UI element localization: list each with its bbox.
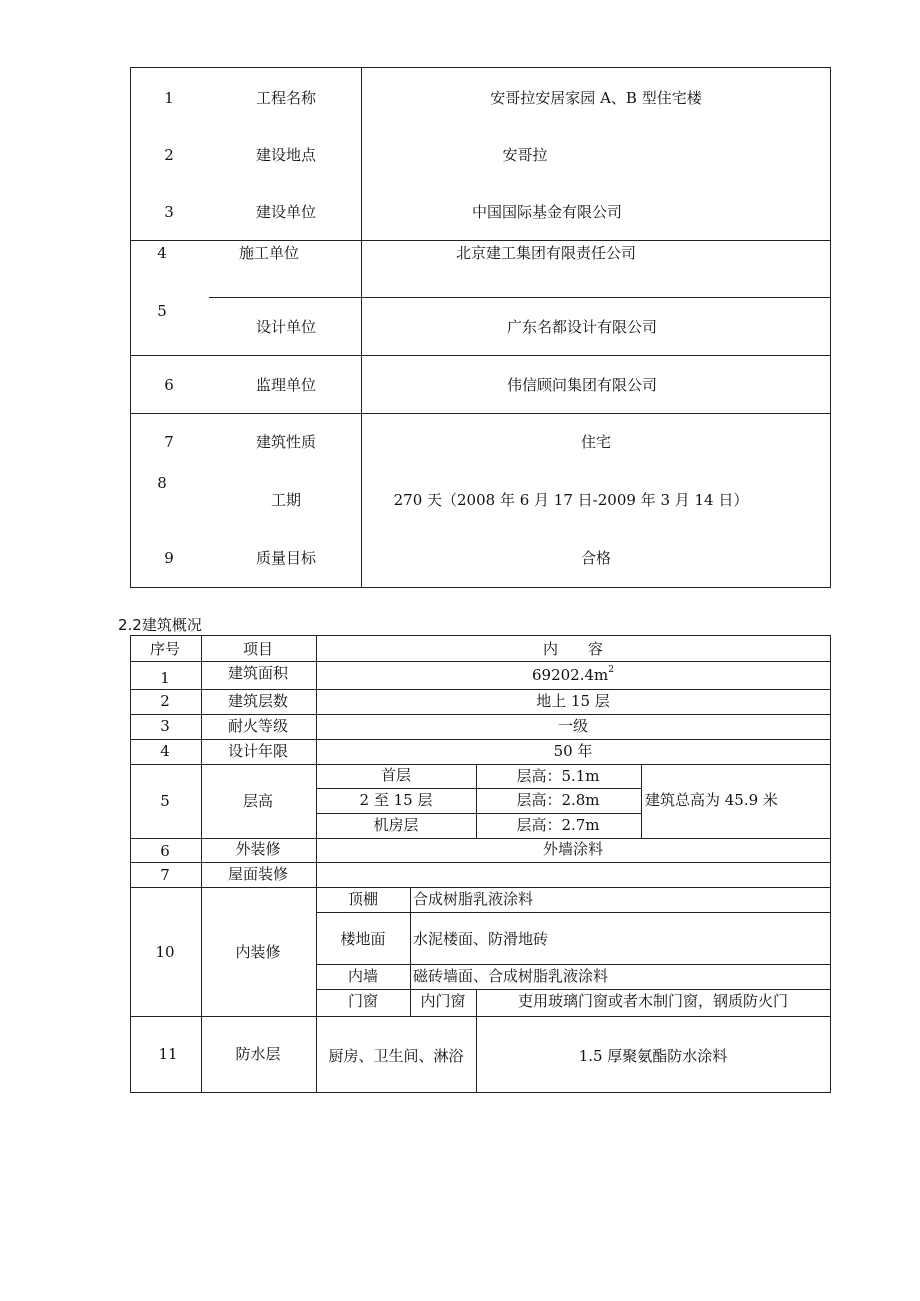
sub-item-label: 内墙 — [347, 967, 379, 985]
field-label: 质量目标 — [255, 549, 317, 567]
row-number: 2 — [164, 146, 174, 164]
item-label: 设计年限 — [227, 742, 289, 760]
item-label: 防水层 — [235, 1045, 281, 1063]
item-label: 屋面装修 — [227, 865, 289, 883]
doors-value: 吏用玻璃门窗或者木制门窗，钢质防火门 — [517, 992, 789, 1010]
field-label: 工程名称 — [255, 89, 317, 107]
ceiling-value: 合成树脂乳液涂料 — [413, 890, 534, 908]
floor-name: 机房层 — [373, 816, 419, 834]
row-number: 1 — [164, 89, 174, 107]
field-label: 建筑性质 — [255, 433, 317, 451]
floor-name: 2 至 15 层 — [359, 791, 433, 809]
wall-finish-value: 磁砖墙面、合成树脂乳液涂料 — [413, 967, 609, 985]
section-number: 2.2 — [118, 616, 142, 634]
row-number: 4 — [157, 244, 167, 262]
waterproof-value: 1.5 厚聚氨酯防水涂料 — [578, 1047, 728, 1065]
row-number: 9 — [164, 549, 174, 567]
designer-value: 广东名都设计有限公司 — [506, 318, 658, 336]
header-no: 序号 — [149, 640, 181, 658]
row-number: 3 — [164, 203, 174, 221]
row-number: 5 — [157, 302, 167, 320]
item-label: 建筑层数 — [227, 692, 289, 710]
sub-item-label: 楼地面 — [340, 930, 386, 948]
field-label: 设计单位 — [255, 318, 317, 336]
quality-goal-value: 合格 — [580, 549, 612, 567]
row-number: 3 — [160, 717, 170, 735]
section-heading — [118, 618, 202, 633]
header-item: 项目 — [242, 640, 274, 658]
item-label: 外装修 — [235, 840, 281, 858]
item-label: 内装修 — [235, 943, 281, 961]
row-number: 2 — [160, 692, 170, 710]
design-life-value: 50 年 — [553, 742, 593, 760]
item-label: 建筑面积 — [227, 664, 289, 682]
row-number: 7 — [164, 433, 174, 451]
area-value: $69202.4m^2$ — [532, 665, 614, 684]
row-number: 4 — [160, 742, 170, 760]
row-number: 5 — [160, 792, 170, 810]
exterior-value: 外墙涂料 — [542, 840, 604, 858]
fire-rating-value: 一级 — [557, 717, 589, 735]
row-number: 10 — [155, 943, 175, 961]
row-number: 6 — [164, 376, 174, 394]
item-label: 层高 — [242, 792, 274, 810]
sub-item-label: 顶棚 — [347, 890, 379, 908]
field-label: 工期 — [270, 491, 302, 509]
waterproof-location: 厨房、卫生间、淋浴 — [328, 1047, 464, 1065]
floors-value: 地上 15 层 — [536, 692, 610, 710]
item-label: 耐火等级 — [227, 717, 289, 735]
floor-height: 层高：2.7m — [516, 816, 600, 834]
floor-height: 层高：5.1m — [516, 767, 600, 785]
field-label: 监理单位 — [255, 376, 317, 394]
nature-value: 住宅 — [580, 433, 612, 451]
contractor-value: 北京建工集团有限责任公司 — [455, 244, 637, 262]
row-number: 1 — [160, 669, 170, 687]
field-label: 建设地点 — [255, 146, 317, 164]
project-name-value: 安哥拉安居家园 A、B 型住宅楼 — [490, 89, 702, 107]
floor-finish-value: 水泥楼面、防滑地砖 — [413, 930, 549, 948]
floor-height: 层高：2.8m — [516, 791, 600, 809]
owner-value: 中国国际基金有限公司 — [471, 203, 623, 221]
row-number: 11 — [158, 1045, 178, 1063]
supervisor-value: 伟信顾问集团有限公司 — [506, 376, 658, 394]
row-number: 7 — [160, 866, 170, 884]
location-value: 安哥拉 — [502, 146, 548, 164]
total-height: 建筑总高为 45.9 米 — [645, 791, 778, 809]
header-content: 内 容 — [542, 640, 604, 658]
sub-item-label: 内门窗 — [420, 992, 466, 1010]
floor-name: 首层 — [380, 766, 412, 784]
section-title: 建筑概况 — [141, 616, 202, 634]
duration-value: 270 天（2008 年 6 月 17 日-2009 年 3 月 14 日） — [393, 491, 749, 509]
field-label: 建设单位 — [255, 203, 317, 221]
row-number: 8 — [157, 474, 167, 492]
sub-item-label: 门窗 — [347, 992, 379, 1010]
field-label: 施工单位 — [238, 244, 300, 262]
row-number: 6 — [160, 842, 170, 860]
